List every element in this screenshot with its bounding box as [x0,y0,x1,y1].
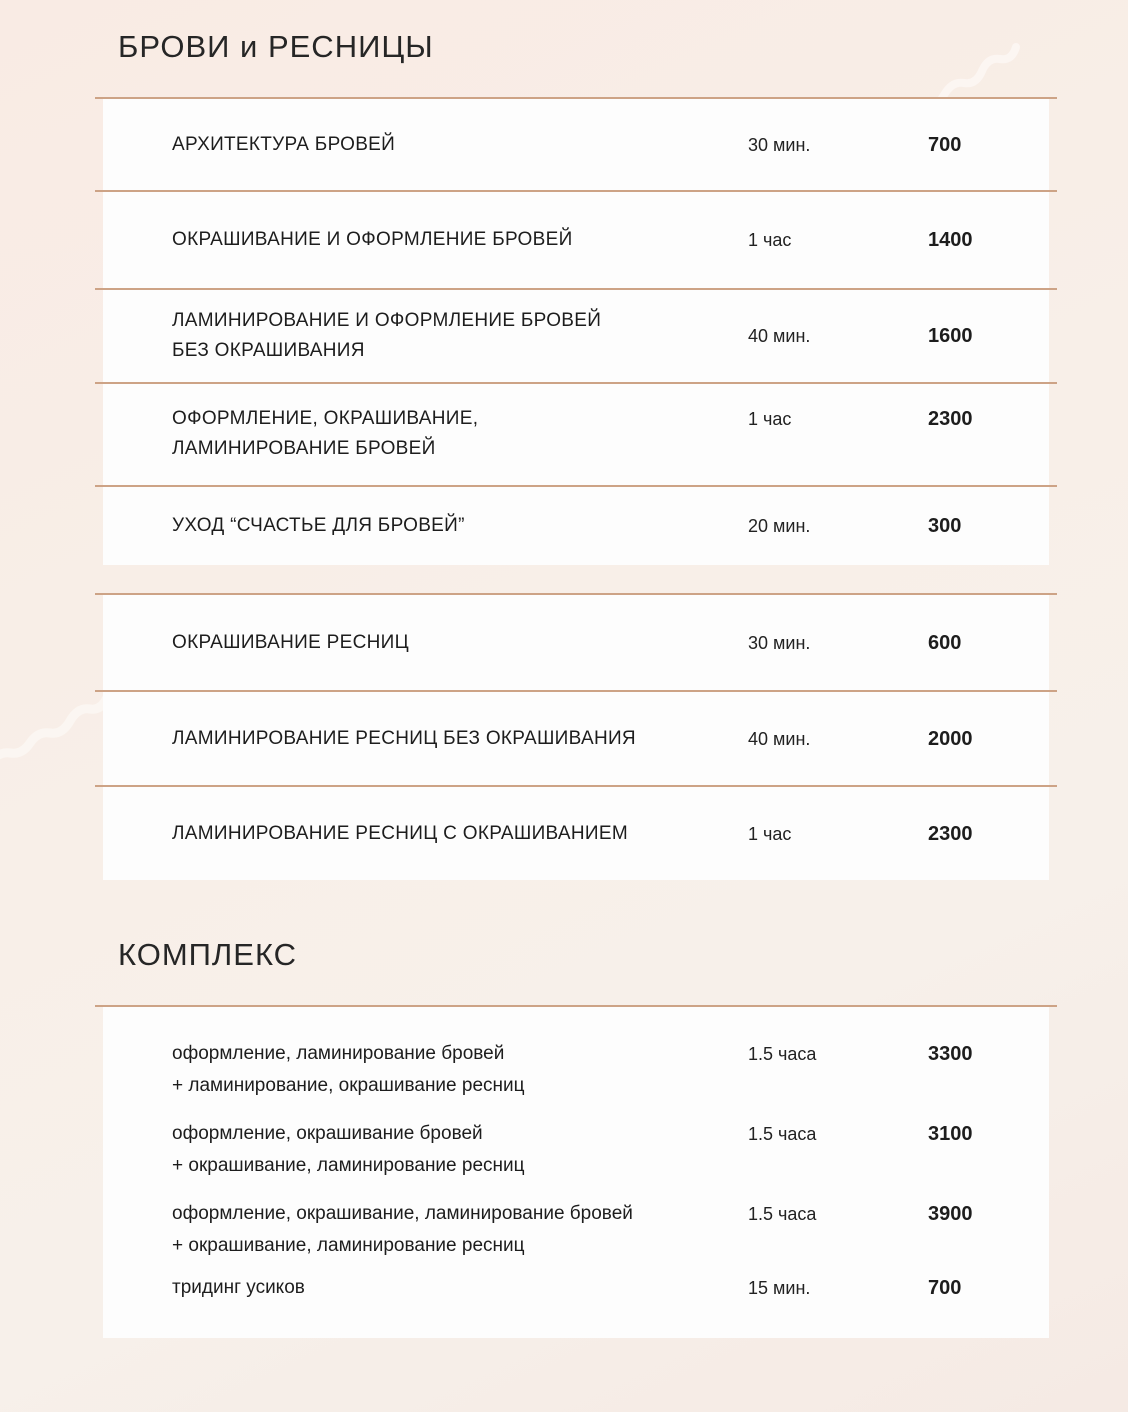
service-price: 3100 [928,1123,973,1145]
service-name: ЛАМИНИРОВАНИЕ И ОФОРМЛЕНИЕ БРОВЕЙ БЕЗ ОКРАШИВАНИЯ [172,310,602,361]
service-duration: 40 мин. [748,728,811,749]
service-price: 3300 [928,1043,973,1065]
service-duration: 1.5 часа [748,1124,817,1144]
price-card-brows [103,97,1049,565]
section-title-brows-lashes: БРОВИ и РЕСНИЦЫ [118,29,434,64]
service-name: АРХИТЕКТУРА БРОВЕЙ [172,133,396,155]
service-row [103,1038,1049,1102]
service-duration: 1 час [748,823,792,844]
service-price: 2000 [928,727,973,750]
service-name: ОКРАШИВАНИЕ И ОФОРМЛЕНИЕ БРОВЕЙ [172,229,573,250]
card-gap [0,565,1128,593]
service-price: 300 [928,515,962,537]
service-row [103,1198,1049,1262]
service-row [103,692,1049,785]
price-card-complex [103,1005,1049,1338]
service-row [103,1272,1049,1304]
service-duration: 1.5 часа [748,1204,817,1224]
service-row [103,192,1049,288]
service-row [103,1118,1049,1182]
service-price: 2300 [928,408,973,430]
complex-rows [103,1007,1049,1304]
service-name: тридинг усиков [172,1277,305,1298]
price-card-lashes [103,593,1049,880]
service-duration: 30 мин. [748,632,811,653]
service-name: УХОД “СЧАСТЬЕ ДЛЯ БРОВЕЙ” [172,515,465,536]
service-duration: 1 час [748,230,792,250]
service-name: оформление, окрашивание, ламинирование бровей + окрашивание, ламинирование ресниц [172,1203,633,1256]
service-price: 1400 [928,229,973,251]
price-list-page [0,27,1128,1412]
service-price: 600 [928,631,962,654]
service-duration: 1.5 часа [748,1044,817,1064]
service-row [103,787,1049,880]
service-duration: 1 час [748,409,792,429]
service-row [103,595,1049,690]
service-name: ОФОРМЛЕНИЕ, ОКРАШИВАНИЕ, ЛАМИНИРОВАНИЕ БРОВЕЙ [172,408,479,459]
service-duration: 15 мин. [748,1278,811,1298]
service-duration: 40 мин. [748,326,811,346]
service-name: ОКРАШИВАНИЕ РЕСНИЦ [172,631,409,653]
service-name: оформление, окрашивание бровей + окрашивание, ламинирование ресниц [172,1123,525,1176]
service-duration: 20 мин. [748,516,811,536]
service-name: ЛАМИНИРОВАНИЕ РЕСНИЦ БЕЗ ОКРАШИВАНИЯ [172,727,636,749]
service-price: 700 [928,133,962,156]
service-row [103,487,1049,565]
service-row [103,290,1049,382]
service-name: ЛАМИНИРОВАНИЕ РЕСНИЦ С ОКРАШИВАНИЕМ [172,822,628,844]
service-price: 2300 [928,822,973,845]
price-list-content [0,27,1128,1338]
service-price: 3900 [928,1203,973,1225]
service-row [103,384,1049,485]
service-row [103,99,1049,190]
service-name: оформление, ламинирование бровей + ламинирование, окрашивание ресниц [172,1043,525,1096]
service-price: 700 [928,1277,962,1299]
section-title-complex: КОМПЛЕКС [118,937,298,972]
service-duration: 30 мин. [748,134,811,155]
service-price: 1600 [928,325,973,347]
